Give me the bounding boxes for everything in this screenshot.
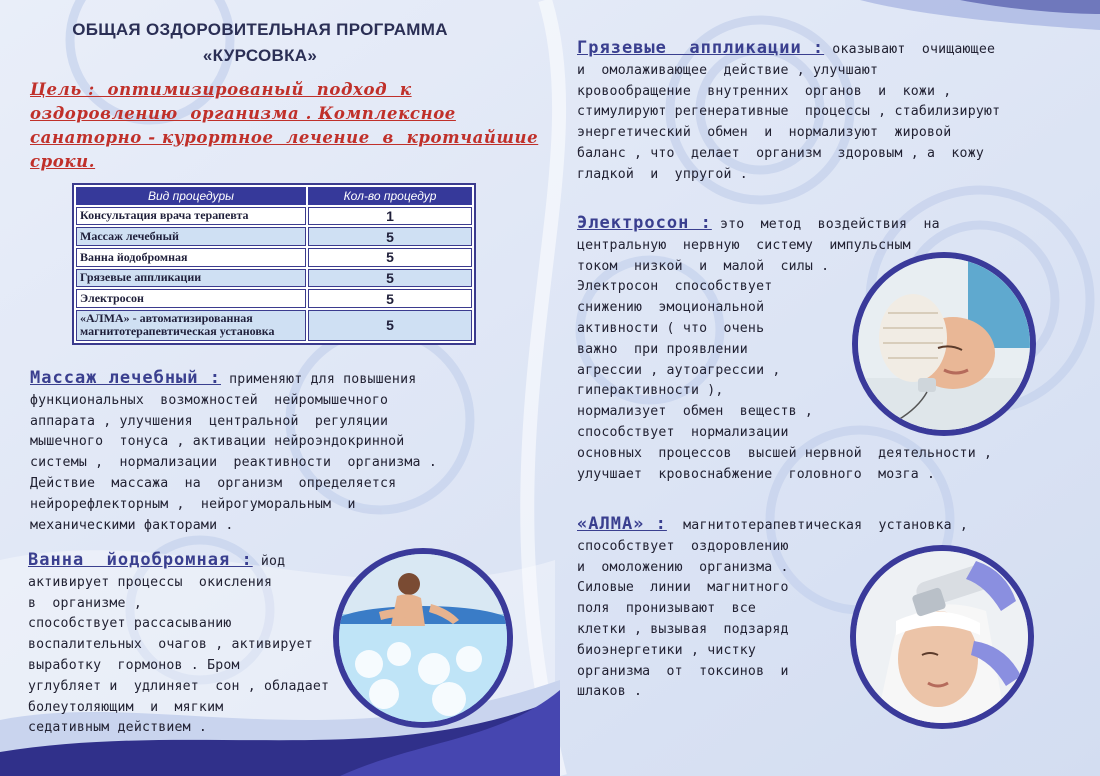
massage-line: нейрорефлекторным , нейрогуморальным и	[30, 496, 356, 512]
table-row	[76, 269, 472, 288]
electrosleep-line: током низкой и малой силы .	[577, 258, 830, 274]
table-row	[76, 207, 472, 226]
mud-line: энергетический обмен и нормализуют жировой	[577, 125, 952, 141]
massage-line: механическими факторами .	[30, 517, 234, 533]
procedure-count: 5	[308, 310, 472, 341]
massage-section	[30, 368, 530, 536]
procedure-count: 5	[308, 269, 472, 288]
procedure-count: 5	[308, 227, 472, 246]
electrosleep-line: способствует нормализации	[577, 424, 789, 440]
table-header-row	[76, 187, 472, 205]
bath-line: активирует процессы окисления	[28, 574, 273, 590]
electrosleep-intro: это метод воздействия на	[711, 217, 940, 232]
procedure-name: Электросон	[76, 289, 306, 308]
table-row	[76, 248, 472, 267]
electrosleep-line: центральную нервную систему импульсным	[577, 237, 911, 253]
alma-illustration	[856, 551, 1028, 723]
massage-line: Действие массажа на организм определяется	[30, 475, 397, 491]
massage-line: аппарата , улучшения центральной регуляции	[30, 413, 389, 429]
goal-line: оздоровлению организма . Комплексное	[30, 104, 456, 123]
bath-section	[28, 550, 348, 739]
alma-photo	[850, 545, 1034, 729]
mud-heading: Грязевые аппликации :	[577, 38, 825, 58]
massage-line: функциональных возможностей нейромышечного	[30, 392, 389, 408]
mud-line: и омолаживающее действие , улучшают	[577, 62, 879, 78]
column-header-procedure: Вид процедуры	[76, 187, 306, 205]
table-row	[76, 289, 472, 308]
electrosleep-illustration	[858, 258, 1030, 430]
electrosleep-line: Электросон способствует	[577, 279, 773, 295]
massage-intro: применяют для повышения	[221, 372, 417, 387]
electrosleep-line: гиперактивности ),	[577, 383, 724, 399]
goal-text	[30, 78, 539, 174]
alma-line: поля пронизывают все	[577, 601, 757, 617]
procedure-name: Массаж лечебный	[76, 227, 306, 246]
alma-intro: магнитотерапевтическая установка ,	[666, 518, 969, 533]
procedure-name: Ванна йодобромная	[76, 248, 306, 267]
massage-line: мышечного тонуса , активации нейроэндокринной	[30, 434, 405, 450]
mud-line: гладкой и упругой .	[577, 166, 748, 182]
mud-section	[577, 38, 1087, 186]
goal-line: санаторно - курортное лечение в кротчайшие	[30, 128, 539, 147]
mud-line: кровообращение внутренних органов и кожи ,	[577, 83, 952, 99]
jacuzzi-illustration	[339, 554, 507, 722]
alma-line: организма от токсинов и	[577, 663, 789, 679]
program-name: «КУРСОВКА»	[202, 46, 318, 65]
electrosleep-line: активности ( что очень	[577, 320, 765, 336]
bath-heading: Ванна йодобромная :	[28, 550, 253, 570]
page-title: ОБЩАЯ ОЗДОРОВИТЕЛЬНАЯ ПРОГРАММА	[72, 20, 448, 39]
procedure-name-line: магнитотерапевтическая установка	[80, 324, 275, 339]
electrosleep-photo	[852, 252, 1036, 436]
bath-line: в организме ,	[28, 595, 142, 611]
procedure-name	[76, 310, 306, 341]
alma-line: биоэнергетики , чистку	[577, 642, 757, 658]
electrosleep-line: снижению эмоциональной	[577, 300, 765, 316]
goal-line: сроки.	[30, 152, 96, 171]
procedure-count: 5	[308, 248, 472, 267]
electrosleep-line: нормализует обмен веществ ,	[577, 404, 814, 420]
bath-photo	[333, 548, 513, 728]
procedure-name: Консультация врача терапевта	[76, 207, 306, 226]
bath-line: выработку гормонов . Бром	[28, 657, 240, 673]
procedure-count: 1	[308, 207, 472, 226]
bath-intro: йод	[252, 554, 286, 569]
electrosleep-line: агрессии , аутоагрессии ,	[577, 362, 781, 378]
bath-line: воспалительных очагов , активирует	[28, 637, 313, 653]
procedures-table	[72, 183, 476, 345]
mud-intro: оказывают очищающее	[824, 42, 996, 57]
electrosleep-line: важно при проявлении	[577, 341, 748, 357]
alma-line: способствует оздоровлению	[577, 538, 789, 554]
table-row	[76, 310, 472, 341]
electrosleep-heading: Электросон :	[577, 213, 712, 233]
table-row	[76, 227, 472, 246]
electrosleep-line: улучшает кровоснабжение головного мозга .	[577, 466, 936, 482]
bath-line: седативным действием .	[28, 720, 208, 736]
bath-line: способствует рассасыванию	[28, 616, 232, 632]
goal-line: Цель : оптимизированый подход к	[30, 80, 412, 99]
column-header-count: Кол-во процедур	[308, 187, 472, 205]
procedure-count: 5	[308, 289, 472, 308]
mud-line: баланс , что делает организм здоровым , а кожу	[577, 145, 984, 161]
alma-line: Силовые линии магнитного	[577, 580, 789, 596]
massage-line: системы , нормализации реактивности организма .	[30, 455, 437, 471]
alma-line: шлаков .	[577, 684, 643, 700]
mud-line: стимулируют регенеративные процессы , стабилизируют	[577, 104, 1001, 120]
bath-line: углубляет и удлиняет сон , обладает	[28, 678, 330, 694]
electrosleep-line: основных процессов высшей нервной деятельности ,	[577, 445, 993, 461]
alma-line: и омоложению организма .	[577, 559, 789, 575]
massage-heading: Массаж лечебный :	[30, 368, 221, 388]
procedure-name: Грязевые аппликации	[76, 269, 306, 288]
procedure-name-line: «АЛМА» - автоматизированная	[80, 311, 253, 326]
alma-heading: «АЛМА» :	[577, 514, 667, 534]
bath-line: болеутоляющим и мягким	[28, 699, 224, 715]
alma-line: клетки , вызывая подзаряд	[577, 621, 789, 637]
